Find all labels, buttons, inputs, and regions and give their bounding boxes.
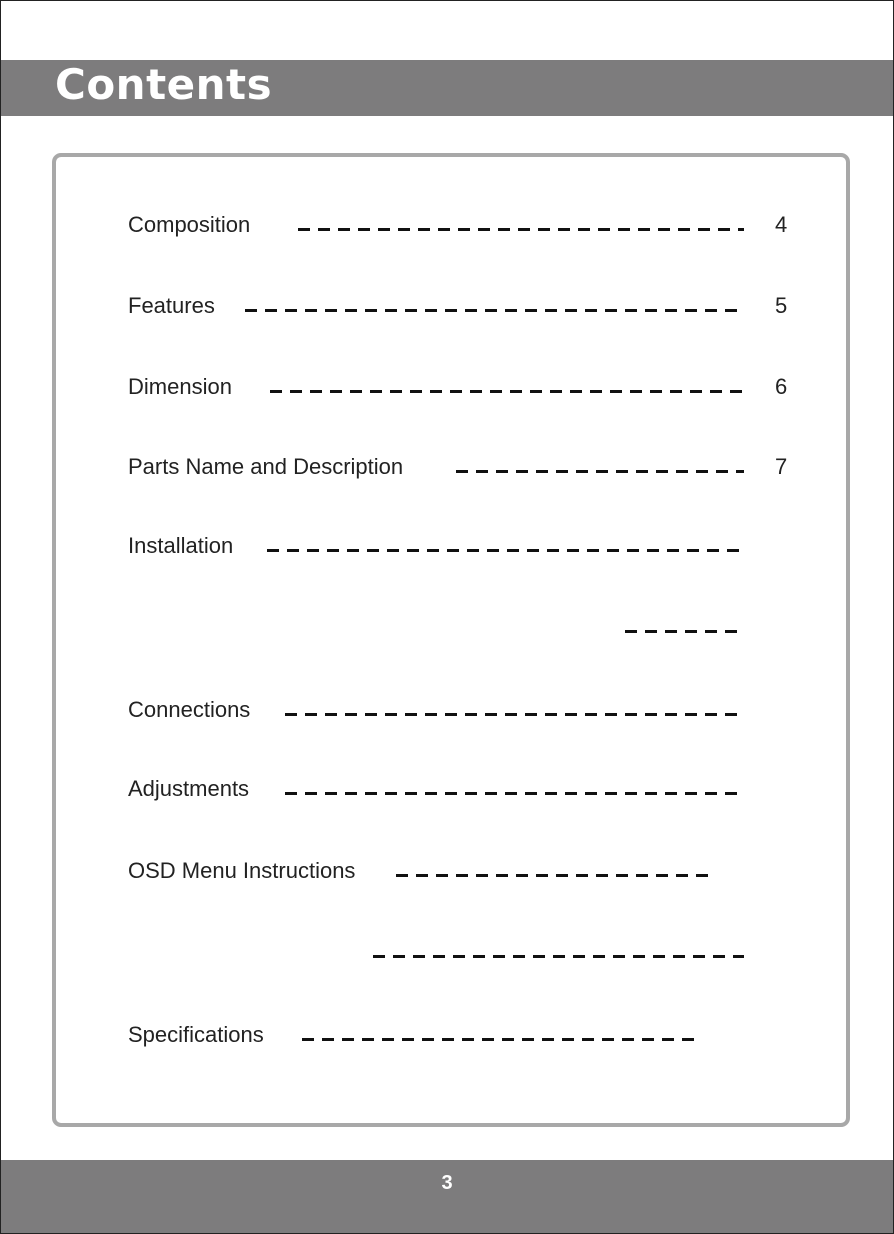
toc-entry-label: Connections [128, 697, 251, 722]
dot-leader [625, 630, 744, 633]
dot-leader [267, 549, 744, 552]
dot-leader [298, 228, 744, 231]
toc-entry-specifications[interactable] [0, 1024, 894, 1064]
toc-entry-osd-menu-instructions[interactable] [0, 860, 894, 900]
toc-entry-page: 7 [775, 454, 788, 479]
toc-entry-label: Parts Name and Description [128, 454, 404, 479]
toc-entry-label: Composition [128, 212, 251, 237]
toc-entry-blank [0, 616, 894, 656]
toc-entry-page: 4 [775, 212, 788, 237]
toc-entry-adjustments[interactable] [0, 778, 894, 818]
dot-leader [302, 1038, 694, 1041]
toc-entry-label: Features [128, 293, 215, 318]
toc-entry-parts-name-and-description[interactable] [0, 456, 894, 496]
toc-entry-features[interactable] [0, 295, 894, 335]
dot-leader [396, 874, 708, 877]
footer-bar [1, 1160, 893, 1233]
toc-entry-label: Installation [128, 533, 234, 558]
dot-leader [456, 470, 744, 473]
dot-leader [285, 713, 744, 716]
toc-entry-composition[interactable] [0, 214, 894, 254]
page-number: 3 [441, 1172, 453, 1194]
toc-entry-blank [0, 941, 894, 981]
toc-entry-connections[interactable] [0, 699, 894, 739]
toc-entry-label: OSD Menu Instructions [128, 858, 356, 883]
toc-entry-label: Dimension [128, 374, 232, 399]
toc-entry-installation[interactable] [0, 535, 894, 575]
dot-leader [245, 309, 744, 312]
dot-leader [373, 955, 744, 958]
dot-leader [270, 390, 744, 393]
toc-entry-page: 5 [775, 293, 788, 318]
dot-leader [285, 792, 744, 795]
toc-entry-label: Adjustments [128, 776, 250, 801]
page-title: Contents [55, 60, 273, 109]
toc-entry-label: Specifications [128, 1022, 264, 1047]
toc-entry-dimension[interactable] [0, 376, 894, 416]
toc-entry-page: 6 [775, 374, 788, 399]
